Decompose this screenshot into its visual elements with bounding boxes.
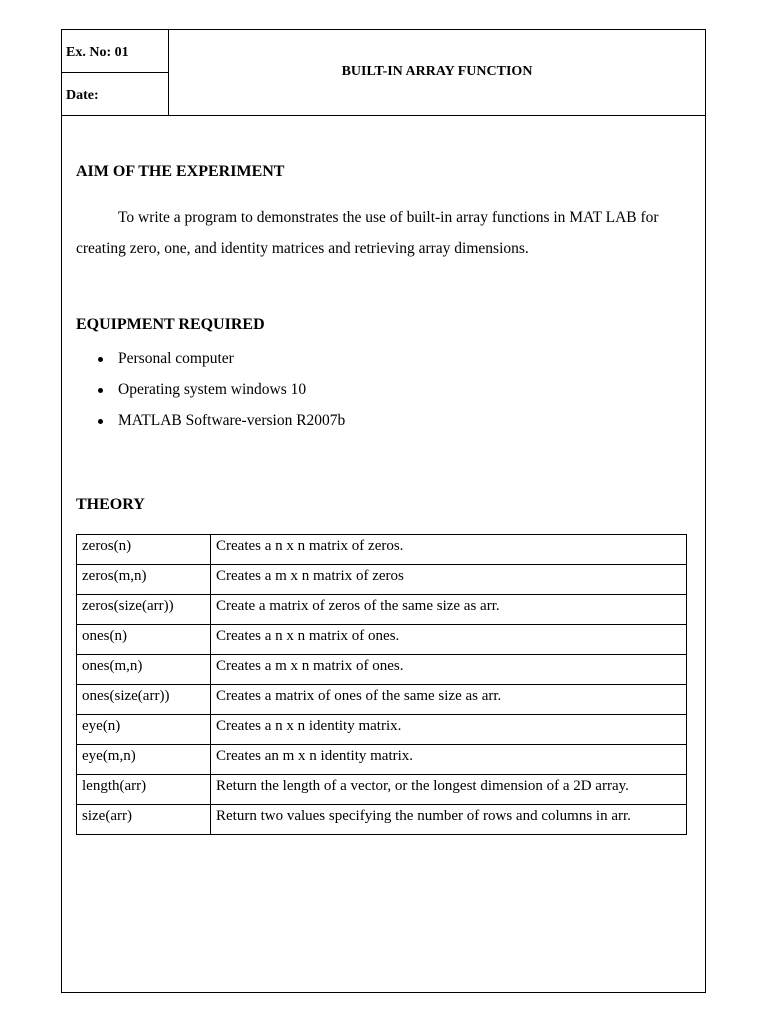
table-row [77,805,687,835]
table-row [77,715,687,745]
function-cell: zeros(m,n) [77,565,211,595]
list-item-label: Operating system windows 10 [118,381,307,398]
aim-heading: AIM OF THE EXPERIMENT [76,163,285,180]
function-cell: ones(size(arr)) [77,685,211,715]
table-row [77,535,687,565]
description-cell: Creates a n x n identity matrix. [211,715,687,745]
description-cell: Creates a m x n matrix of zeros [211,565,687,595]
theory-table [76,534,687,835]
bullet-icon [98,388,103,393]
description-cell: Creates a n x n matrix of zeros. [211,535,687,565]
description-cell: Creates an m x n identity matrix. [211,745,687,775]
table-row [77,655,687,685]
experiment-number: Ex. No: 01 [62,30,168,73]
table-row [77,685,687,715]
header-left-column [62,30,169,115]
list-item [76,350,345,381]
bullet-icon [98,419,103,424]
table-row [77,625,687,655]
bullet-icon [98,357,103,362]
function-cell: length(arr) [77,775,211,805]
header-block [62,30,705,116]
aim-text: To write a program to demonstrates the use of built-in array functions in MAT LAB for creating zero, one, and identity matrices and retrieving array dimensions. [76,209,659,257]
date-field: Date: [66,88,99,103]
table-row [77,565,687,595]
function-cell: ones(n) [77,625,211,655]
page-border [61,29,706,993]
description-cell: Creates a m x n matrix of ones. [211,655,687,685]
equipment-heading: EQUIPMENT REQUIRED [76,316,265,333]
list-item [76,412,345,443]
description-cell: Return the length of a vector, or the longest dimension of a 2D array. [211,775,687,805]
table-row [77,745,687,775]
list-item-label: MATLAB Software-version R2007b [118,412,346,429]
description-cell: Create a matrix of zeros of the same size as arr. [211,595,687,625]
theory-heading: THEORY [76,496,145,513]
function-cell: eye(m,n) [77,745,211,775]
function-cell: ones(m,n) [77,655,211,685]
function-cell: zeros(size(arr)) [77,595,211,625]
description-cell: Creates a matrix of ones of the same size as arr. [211,685,687,715]
description-cell: Return two values specifying the number of rows and columns in arr. [211,805,687,835]
table-row [77,595,687,625]
table-row [77,775,687,805]
description-cell: Creates a n x n matrix of ones. [211,625,687,655]
list-item [76,381,345,412]
list-item-label: Personal computer [118,350,234,367]
function-cell: zeros(n) [77,535,211,565]
equipment-list [76,350,345,443]
function-cell: size(arr) [77,805,211,835]
document-title: BUILT-IN ARRAY FUNCTION [341,64,533,79]
function-cell: eye(n) [77,715,211,745]
